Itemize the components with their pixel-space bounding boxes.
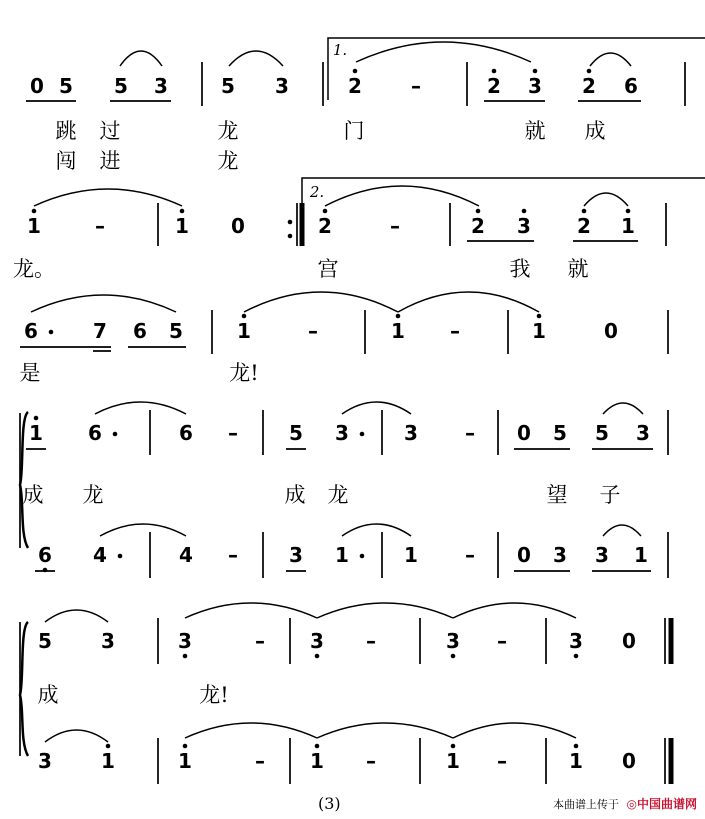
octave-dot	[537, 314, 542, 319]
tie-slur	[95, 402, 186, 414]
rest-note: 0	[622, 749, 636, 773]
note: 3	[275, 74, 289, 98]
octave-dot	[574, 654, 579, 659]
site-name: 中国曲谱网	[636, 797, 697, 811]
volta-number: 2.	[309, 183, 325, 201]
lyric-word: 望	[546, 483, 568, 507]
rest-note: 0	[30, 74, 44, 98]
octave-dot	[492, 69, 497, 74]
lyric-word: 成	[37, 683, 59, 707]
note: 2	[577, 214, 591, 238]
note: 3	[310, 629, 324, 653]
lyric-word: 龙!	[199, 683, 229, 707]
lyric-word: 宫	[317, 257, 339, 281]
tie-slur	[317, 603, 453, 618]
octave-dot	[582, 209, 587, 214]
octave-dot	[183, 744, 188, 749]
lyric-word: 成	[284, 483, 306, 507]
dash-extension: –	[255, 629, 265, 653]
rest-note: 0	[622, 629, 636, 653]
note: 1	[178, 749, 192, 773]
tie-slur	[120, 51, 162, 66]
note: 5	[114, 74, 128, 98]
note: 1	[27, 214, 41, 238]
lyric-word: 我	[509, 257, 531, 281]
lyric-word: 成	[584, 119, 606, 143]
note: 6	[179, 421, 193, 445]
note: 3	[38, 749, 52, 773]
dash-extension: –	[450, 319, 460, 343]
note: 5	[38, 629, 52, 653]
octave-dot	[183, 654, 188, 659]
page-number: (3)	[318, 794, 341, 813]
rest-note: 0	[604, 319, 618, 343]
note: 6	[38, 543, 52, 567]
lyric-word: 就	[567, 257, 589, 281]
lyric-word: 成	[22, 483, 44, 507]
note: 3	[154, 74, 168, 98]
note: 6	[624, 74, 638, 98]
dash-extension: –	[228, 421, 238, 445]
note: 3	[404, 421, 418, 445]
dash-extension: –	[366, 749, 376, 773]
note: 1	[446, 749, 460, 773]
note: 5	[169, 319, 183, 343]
note: 3	[289, 543, 303, 567]
octave-dot	[451, 744, 456, 749]
note: 4	[93, 543, 107, 567]
lyric-word: 龙	[82, 483, 104, 507]
lyric-word: 龙	[217, 119, 239, 143]
part-brace	[20, 622, 28, 756]
repeat-dot	[288, 234, 293, 239]
octave-dot	[476, 209, 481, 214]
tie-slur	[185, 723, 317, 738]
tie-slur	[342, 402, 411, 414]
note: 3	[528, 74, 542, 98]
lyric-word: 闯	[55, 149, 77, 173]
dash-extension: –	[95, 214, 105, 238]
tie-slur	[584, 193, 628, 206]
note: 4	[179, 543, 193, 567]
tie-slur	[453, 723, 576, 738]
octave-dot	[323, 209, 328, 214]
octave-dot	[533, 69, 538, 74]
tie-slur	[398, 292, 539, 312]
tie-slur	[185, 603, 317, 618]
volta-bracket	[302, 178, 705, 240]
octave-dot	[49, 330, 54, 335]
note: 1	[634, 543, 648, 567]
tie-slur	[31, 295, 176, 312]
dash-extension: –	[497, 629, 507, 653]
tie-slur	[453, 603, 576, 618]
octave-dot	[522, 209, 527, 214]
octave-dot	[32, 209, 37, 214]
note: 3	[446, 629, 460, 653]
note: 7	[93, 319, 107, 343]
note: 5	[221, 74, 235, 98]
lyric-word: 龙	[327, 483, 349, 507]
octave-dot	[34, 416, 39, 421]
tie-slur	[603, 403, 643, 414]
tie-slur	[590, 53, 631, 66]
lyric-word: 就	[524, 119, 546, 143]
note: 5	[289, 421, 303, 445]
upload-note: 本曲谱上传于	[553, 798, 619, 811]
octave-dot	[106, 744, 111, 749]
lyric-word: 进	[99, 149, 121, 173]
octave-dot	[242, 314, 247, 319]
octave-dot	[315, 744, 320, 749]
note: 3	[553, 543, 567, 567]
note: 5	[553, 421, 567, 445]
octave-dot	[118, 554, 123, 559]
volta-bracket	[328, 38, 705, 100]
dash-extension: –	[465, 543, 475, 567]
note: 1	[175, 214, 189, 238]
note: 6	[88, 421, 102, 445]
octave-dot	[360, 432, 365, 437]
note: 1	[101, 749, 115, 773]
note: 6	[24, 319, 38, 343]
lyric-word: 跳	[55, 119, 77, 143]
note: 3	[101, 629, 115, 653]
repeat-dot	[288, 220, 293, 225]
rest-note: 0	[517, 543, 531, 567]
note: 2	[318, 214, 332, 238]
octave-dot	[587, 69, 592, 74]
note: 1	[569, 749, 583, 773]
octave-dot	[180, 209, 185, 214]
note: 5	[595, 421, 609, 445]
octave-dot	[396, 314, 401, 319]
rest-note: 0	[231, 214, 245, 238]
tie-slur	[244, 292, 398, 312]
tie-slur	[45, 610, 108, 622]
note: 3	[569, 629, 583, 653]
octave-dot	[451, 654, 456, 659]
lyric-word: 龙	[217, 149, 239, 173]
tie-slur	[325, 186, 479, 206]
note: 2	[471, 214, 485, 238]
lyric-word: 是	[19, 361, 41, 385]
note: 3	[517, 214, 531, 238]
part-brace	[20, 412, 28, 548]
note: 1	[621, 214, 635, 238]
tie-slur	[603, 525, 641, 536]
octave-dot	[315, 654, 320, 659]
octave-dot	[113, 432, 118, 437]
dash-extension: –	[255, 749, 265, 773]
octave-dot	[626, 209, 631, 214]
site-logo: ◎中国曲谱网	[626, 797, 697, 811]
dash-extension: –	[390, 214, 400, 238]
lyric-word: 子	[599, 483, 621, 507]
note: 3	[636, 421, 650, 445]
lyric-word: 龙。	[13, 257, 55, 281]
note: 3	[595, 543, 609, 567]
octave-dot	[353, 69, 358, 74]
dash-extension: –	[228, 543, 238, 567]
dash-extension: –	[366, 629, 376, 653]
note: 6	[133, 319, 147, 343]
lyric-word: 门	[343, 119, 365, 143]
note: 3	[335, 421, 349, 445]
note: 5	[59, 74, 73, 98]
tie-slur	[317, 723, 453, 738]
note: 1	[391, 319, 405, 343]
note: 1	[237, 319, 251, 343]
tie-slur	[356, 42, 531, 62]
lyric-word: 过	[99, 119, 121, 143]
dash-extension: –	[411, 74, 421, 98]
tie-slur	[45, 730, 108, 742]
tie-slur	[100, 524, 186, 536]
dash-extension: –	[497, 749, 507, 773]
volta-number: 1.	[332, 41, 348, 59]
tie-slur	[342, 524, 411, 536]
note: 3	[178, 629, 192, 653]
dash-extension: –	[308, 319, 318, 343]
tie-slur	[229, 51, 283, 66]
note: 1	[532, 319, 546, 343]
note: 1	[310, 749, 324, 773]
octave-dot	[360, 554, 365, 559]
note: 2	[582, 74, 596, 98]
tie-slur	[34, 189, 182, 206]
note: 1	[404, 543, 418, 567]
note: 1	[335, 543, 349, 567]
note: 1	[29, 421, 43, 445]
note: 2	[348, 74, 362, 98]
lyric-word: 龙!	[229, 361, 259, 385]
rest-note: 0	[517, 421, 531, 445]
site-watermark	[553, 795, 697, 812]
note: 2	[487, 74, 501, 98]
dash-extension: –	[465, 421, 475, 445]
octave-dot	[574, 744, 579, 749]
